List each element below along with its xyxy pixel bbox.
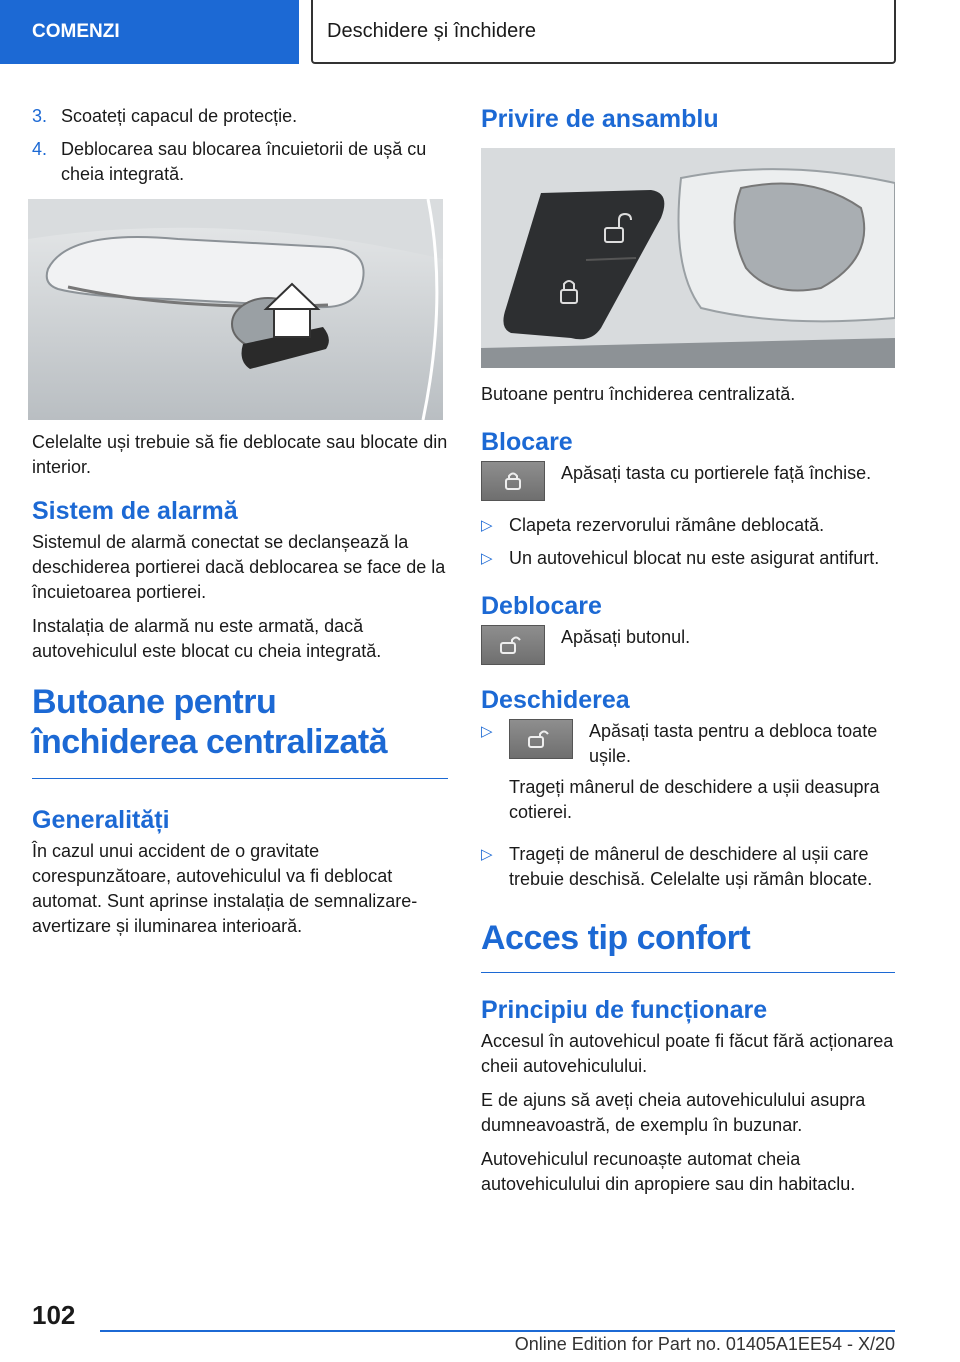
alarm-paragraph-1: Sistemul de alarmă conectat se declanșează la deschiderea portierei dacă deblocarea se face de la încuietoarea portierei. xyxy=(32,532,446,602)
unlock-button-icon xyxy=(481,625,545,665)
open-bullet-follow: Trageți mânerul de deschidere a ușii deasupra cotierei. xyxy=(509,777,880,822)
lock-instruction xyxy=(481,461,895,501)
lock-text: Apăsați tasta cu portierele față închise. xyxy=(561,463,872,483)
lock-bullet xyxy=(481,513,895,538)
open-bullet xyxy=(481,842,895,892)
section-label: COMENZI xyxy=(32,21,120,42)
lock-bullet-text: Un autovehicul blocat nu este asigurat antifurt. xyxy=(509,548,880,568)
open-bullet-text: Trageți de mânerul de deschidere al ușii care trebuie deschisă. Celelalte uși rămân blocate. xyxy=(509,844,873,889)
unlock-instruction xyxy=(481,625,895,665)
right-column xyxy=(481,104,895,1206)
central-lock-buttons-image xyxy=(481,148,895,368)
step-text: Deblocarea sau blocarea încuietorii de ușă cu cheia integrată. xyxy=(61,139,427,184)
step-number: 4. xyxy=(32,139,48,159)
after-image-text: Celelalte uși trebuie să fie deblocate sau blocate din interior. xyxy=(32,432,448,477)
step-number: 3. xyxy=(32,106,48,126)
principle-paragraph-3: Autovehiculul recunoaște automat cheia autovehiculului din apropiere sau din habitaclu. xyxy=(481,1149,856,1194)
triangle-bullet-icon: ▷ xyxy=(481,550,493,567)
left-column xyxy=(32,104,448,948)
unlock-heading: Deblocare xyxy=(481,592,602,620)
chapter-tab xyxy=(311,0,896,64)
principle-heading: Principiu de funcționare xyxy=(481,996,768,1024)
alarm-heading: Sistem de alarmă xyxy=(32,497,238,525)
step-item xyxy=(32,137,448,187)
alarm-paragraph-2: Instalația de alarmă nu este armată, dacă autovehiculul este blocat cu cheia integrată. xyxy=(32,616,382,661)
step-item xyxy=(32,104,448,129)
general-heading: Generalități xyxy=(32,806,170,834)
door-panel-illustration xyxy=(481,148,895,368)
triangle-bullet-icon: ▷ xyxy=(481,846,493,863)
lock-bullet xyxy=(481,546,895,571)
unlock-text: Apăsați butonul. xyxy=(561,627,691,647)
lock-bullet-text: Clapeta rezervorului rămâne deblocată. xyxy=(509,515,825,535)
footer-divider xyxy=(100,1330,895,1332)
open-bullet-text: Apăsați tasta pentru a debloca toate ușile. xyxy=(589,721,878,766)
overview-heading: Privire de ansamblu xyxy=(481,105,719,133)
door-handle-illustration xyxy=(28,199,443,420)
triangle-bullet-icon: ▷ xyxy=(481,517,493,534)
lock-button-icon xyxy=(481,461,545,501)
section-tab xyxy=(0,0,299,64)
triangle-bullet-icon: ▷ xyxy=(481,723,493,740)
edition-text: Online Edition for Part no. 01405A1EE54 - X/20 xyxy=(514,1334,895,1354)
principle-paragraph-1: Accesul în autovehicul poate fi făcut fără acționarea cheii autovehiculului. xyxy=(481,1031,894,1076)
open-heading: Deschiderea xyxy=(481,686,630,714)
open-bullet xyxy=(481,719,895,834)
page-number: 102 xyxy=(32,1300,76,1330)
central-locking-heading: Butoane pentru închiderea centralizată xyxy=(32,682,448,779)
door-lock-key-image xyxy=(28,199,443,420)
lock-heading: Blocare xyxy=(481,428,573,456)
overview-caption: Butoane pentru închiderea centralizată. xyxy=(481,384,796,404)
principle-paragraph-2: E de ajuns să aveți cheia autovehiculului asupra dumneavoastră, de exemplu în buzunar. xyxy=(481,1090,866,1135)
comfort-access-heading: Acces tip confort xyxy=(481,918,895,973)
open-instruction xyxy=(509,719,895,769)
general-paragraph: În cazul unui accident de o gravitate corespunzătoare, autovehiculul va fi deblocat automat. Sunt aprinse instalația de semnalizare-avertizare și iluminarea interioară. xyxy=(32,841,418,936)
step-text: Scoateți capacul de protecție. xyxy=(61,106,298,126)
chapter-label: Deschidere și închidere xyxy=(327,19,536,42)
unlock-button-icon xyxy=(509,719,573,759)
